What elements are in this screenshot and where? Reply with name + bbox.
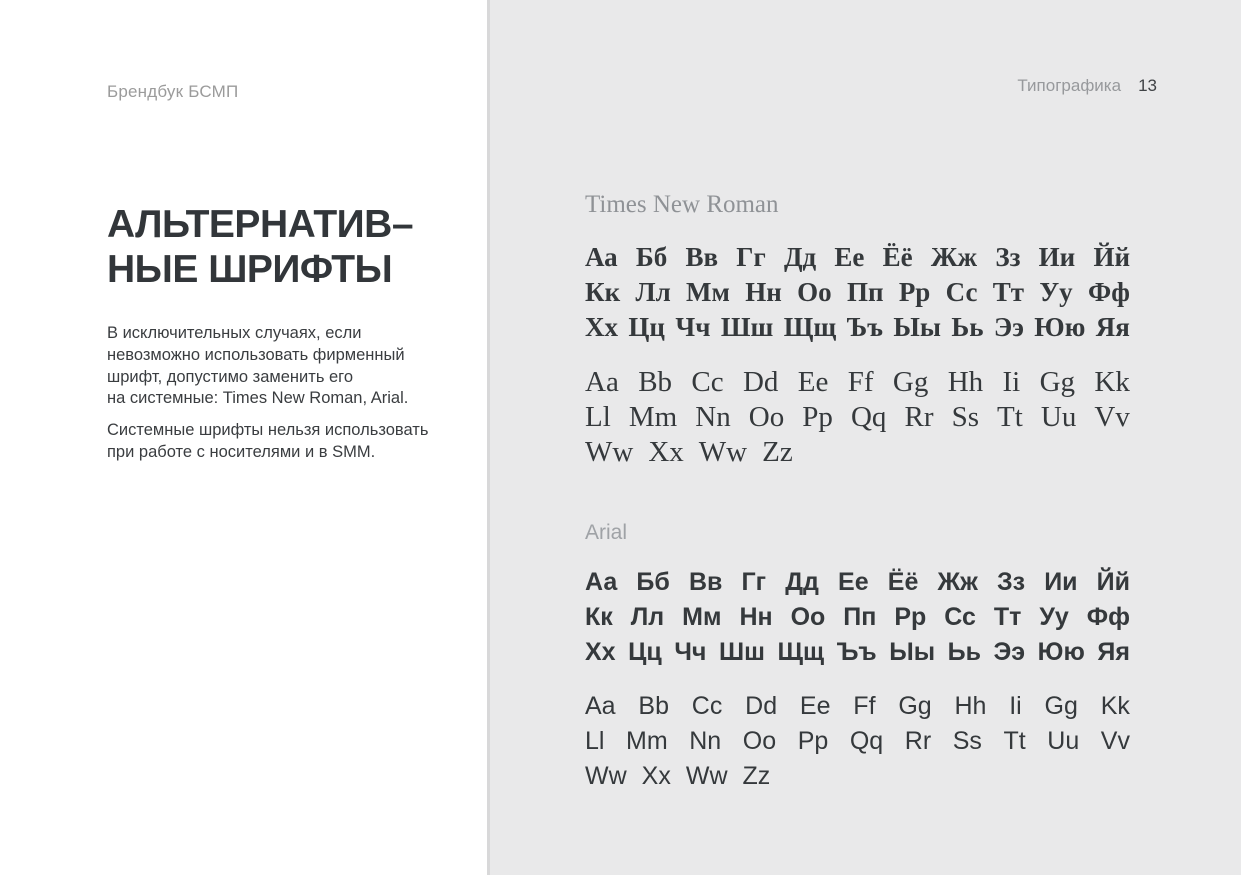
letter-pair: Vv	[1094, 401, 1130, 433]
section-label: Типографика	[1017, 76, 1122, 95]
letter-pair: Zz	[742, 762, 771, 790]
letter-pair: Жж	[937, 568, 978, 596]
alphabet-row	[585, 436, 1130, 471]
paragraph	[107, 420, 447, 464]
letter-pair: Сс	[945, 277, 978, 307]
alphabet-row	[585, 242, 1130, 277]
letter-pair: Ээ	[993, 312, 1024, 342]
letter-pair: Ww	[585, 762, 627, 790]
font-specimen	[585, 521, 1130, 797]
letter-pair: Oo	[748, 401, 785, 433]
font-name-label: Arial	[585, 521, 628, 544]
alphabet-row	[585, 401, 1130, 436]
body-text	[107, 323, 447, 464]
left-page	[0, 0, 487, 875]
letter-pair: Шш	[720, 312, 774, 342]
letter-pair: Ww	[698, 436, 748, 468]
letter-pair: Ee	[797, 366, 829, 398]
letter-pair: Ss	[952, 727, 982, 755]
letter-pair: Uu	[1040, 401, 1077, 433]
right-page	[487, 0, 1241, 875]
letter-pair: Мм	[686, 277, 730, 307]
alphabet-row	[585, 692, 1130, 727]
letter-pair: Рр	[894, 603, 927, 631]
alphabet-row	[585, 638, 1130, 673]
latin-alphabet	[585, 692, 1130, 797]
letter-pair: Cc	[691, 692, 723, 720]
letter-pair: Хх	[585, 312, 618, 342]
letter-pair: Рр	[898, 277, 931, 307]
alphabet-row	[585, 727, 1130, 762]
letter-pair: Gg	[898, 692, 932, 720]
page-title-line-2: НЫЕ ШРИФТЫ	[107, 248, 393, 291]
letter-pair: Чч	[675, 312, 711, 342]
letter-pair: Ее	[834, 242, 865, 272]
letter-pair: Щщ	[777, 638, 825, 666]
letter-pair: Нн	[745, 277, 782, 307]
letter-pair: Tt	[997, 401, 1023, 433]
letter-pair: Aa	[585, 692, 616, 720]
letter-pair: Ll	[585, 727, 605, 755]
letter-pair: Qq	[850, 401, 887, 433]
letter-pair: Xx	[641, 762, 671, 790]
page-title	[107, 202, 447, 292]
letter-pair: Йй	[1096, 568, 1130, 596]
letter-pair: Тт	[992, 277, 1025, 307]
letter-pair: Cc	[691, 366, 724, 398]
letter-pair: Аа	[585, 242, 618, 272]
letter-pair: Хх	[585, 638, 616, 666]
letter-pair: Ъъ	[836, 638, 877, 666]
letter-pair: Кк	[585, 277, 621, 307]
letter-pair: Ьь	[951, 312, 984, 342]
letter-pair: Mm	[626, 727, 668, 755]
letter-pair: Kk	[1094, 366, 1130, 398]
letter-pair: Ww	[585, 436, 634, 468]
letter-pair: Ыы	[893, 312, 941, 342]
letter-pair: Чч	[674, 638, 707, 666]
letter-pair: Ёё	[882, 242, 913, 272]
letter-pair: Гг	[741, 568, 767, 596]
letter-pair: Bb	[638, 366, 673, 398]
letter-pair: Юю	[1034, 312, 1086, 342]
letter-pair: Лл	[635, 277, 671, 307]
alphabet-row	[585, 762, 1130, 797]
letter-pair: Ыы	[889, 638, 936, 666]
paragraph-line: Системные шрифты нельзя использовать	[107, 421, 429, 440]
letter-pair: Rr	[904, 401, 934, 433]
letter-pair: Qq	[849, 727, 884, 755]
paragraph-line: при работе с носителями и в SMM.	[107, 442, 376, 461]
alphabet-row	[585, 312, 1130, 347]
letter-pair: Bb	[638, 692, 669, 720]
letter-pair: Дд	[785, 568, 819, 596]
letter-pair: Nn	[689, 727, 722, 755]
letter-pair: Гг	[736, 242, 766, 272]
letter-pair: Gg	[1039, 366, 1076, 398]
letter-pair: Ии	[1044, 568, 1078, 596]
letter-pair: Пп	[846, 277, 884, 307]
letter-pair: Бб	[635, 242, 668, 272]
page-number: 13	[1138, 76, 1157, 95]
letter-pair: Тт	[993, 603, 1022, 631]
letter-pair: Бб	[636, 568, 670, 596]
letter-pair: Nn	[695, 401, 731, 433]
letter-pair: Ff	[853, 692, 876, 720]
letter-pair: Ii	[1002, 366, 1021, 398]
letter-pair: Щщ	[783, 312, 837, 342]
font-specimens	[585, 191, 1130, 797]
letter-pair: Лл	[630, 603, 665, 631]
letter-pair: Zz	[762, 436, 793, 468]
letter-pair: Ee	[799, 692, 831, 720]
cyrillic-alphabet	[585, 568, 1130, 673]
letter-pair: Ss	[951, 401, 979, 433]
letter-pair: Жж	[930, 242, 978, 272]
letter-pair: Gg	[1044, 692, 1078, 720]
letter-pair: Оо	[790, 603, 826, 631]
letter-pair: Xx	[648, 436, 684, 468]
paragraph-line: В исключительных случаях, если	[107, 324, 362, 342]
letter-pair: Кк	[585, 603, 613, 631]
letter-pair: Ее	[838, 568, 869, 596]
paragraph-line: на системные: Times New Roman, Arial.	[107, 389, 409, 408]
latin-alphabet	[585, 366, 1130, 471]
letter-pair: Оо	[797, 277, 832, 307]
letter-pair: Ьь	[947, 638, 981, 666]
letter-pair: Ъъ	[846, 312, 883, 342]
cyrillic-alphabet	[585, 242, 1130, 347]
alphabet-row	[585, 366, 1130, 401]
alphabet-row	[585, 603, 1130, 638]
letter-pair: Зз	[996, 568, 1026, 596]
letter-pair: Цц	[628, 638, 662, 666]
letter-pair: Фф	[1086, 603, 1130, 631]
letter-pair: Ii	[1009, 692, 1022, 720]
alphabet-row	[585, 277, 1130, 312]
letter-pair: Oo	[742, 727, 777, 755]
letter-pair: Mm	[628, 401, 678, 433]
letter-pair: Ёё	[887, 568, 919, 596]
letter-pair: Цц	[628, 312, 665, 342]
paragraph	[107, 323, 447, 410]
page-header	[490, 76, 1241, 96]
letter-pair: Ff	[847, 366, 874, 398]
letter-pair: Uu	[1047, 727, 1080, 755]
letter-pair: Aa	[585, 366, 619, 398]
letter-pair: Пп	[843, 603, 877, 631]
letter-pair: Дд	[783, 242, 817, 272]
letter-pair: Яя	[1095, 312, 1130, 342]
letter-pair: Kk	[1100, 692, 1130, 720]
letter-pair: Мм	[682, 603, 722, 631]
letter-pair: Йй	[1093, 242, 1130, 272]
letter-pair: Dd	[742, 366, 779, 398]
letter-pair: Pp	[802, 401, 833, 433]
letter-pair: Hh	[954, 692, 987, 720]
letter-pair: Аа	[585, 568, 618, 596]
letter-pair: Ии	[1038, 242, 1076, 272]
paragraph-line: невозможно использовать фирменный	[107, 345, 405, 364]
letter-pair: Вв	[688, 568, 723, 596]
letter-pair: Vv	[1100, 727, 1130, 755]
letter-pair: Нн	[739, 603, 773, 631]
font-specimen	[585, 191, 1130, 471]
letter-pair: Ww	[685, 762, 728, 790]
letter-pair: Ээ	[993, 638, 1026, 666]
letter-pair: Уу	[1039, 603, 1069, 631]
page-title-line-1: АЛЬТЕРНАТИВ–	[107, 203, 414, 246]
document-title: Брендбук БСМП	[107, 82, 239, 101]
letter-pair: Уу	[1039, 277, 1073, 307]
letter-pair: Юю	[1037, 638, 1085, 666]
letter-pair: Ll	[585, 401, 611, 433]
letter-pair: Tt	[1003, 727, 1026, 755]
letter-pair: Яя	[1097, 638, 1130, 666]
letter-pair: Gg	[892, 366, 929, 398]
letter-pair: Dd	[745, 692, 778, 720]
letter-pair: Зз	[995, 242, 1021, 272]
letter-pair: Шш	[719, 638, 765, 666]
letter-pair: Фф	[1088, 277, 1130, 307]
letter-pair: Вв	[685, 242, 719, 272]
font-name-label: Times New Roman	[585, 191, 779, 218]
letter-pair: Сс	[944, 603, 976, 631]
paragraph-line: шрифт, допустимо заменить его	[107, 367, 354, 386]
letter-pair: Pp	[797, 727, 829, 755]
alphabet-row	[585, 568, 1130, 603]
letter-pair: Hh	[947, 366, 984, 398]
letter-pair: Rr	[904, 727, 932, 755]
